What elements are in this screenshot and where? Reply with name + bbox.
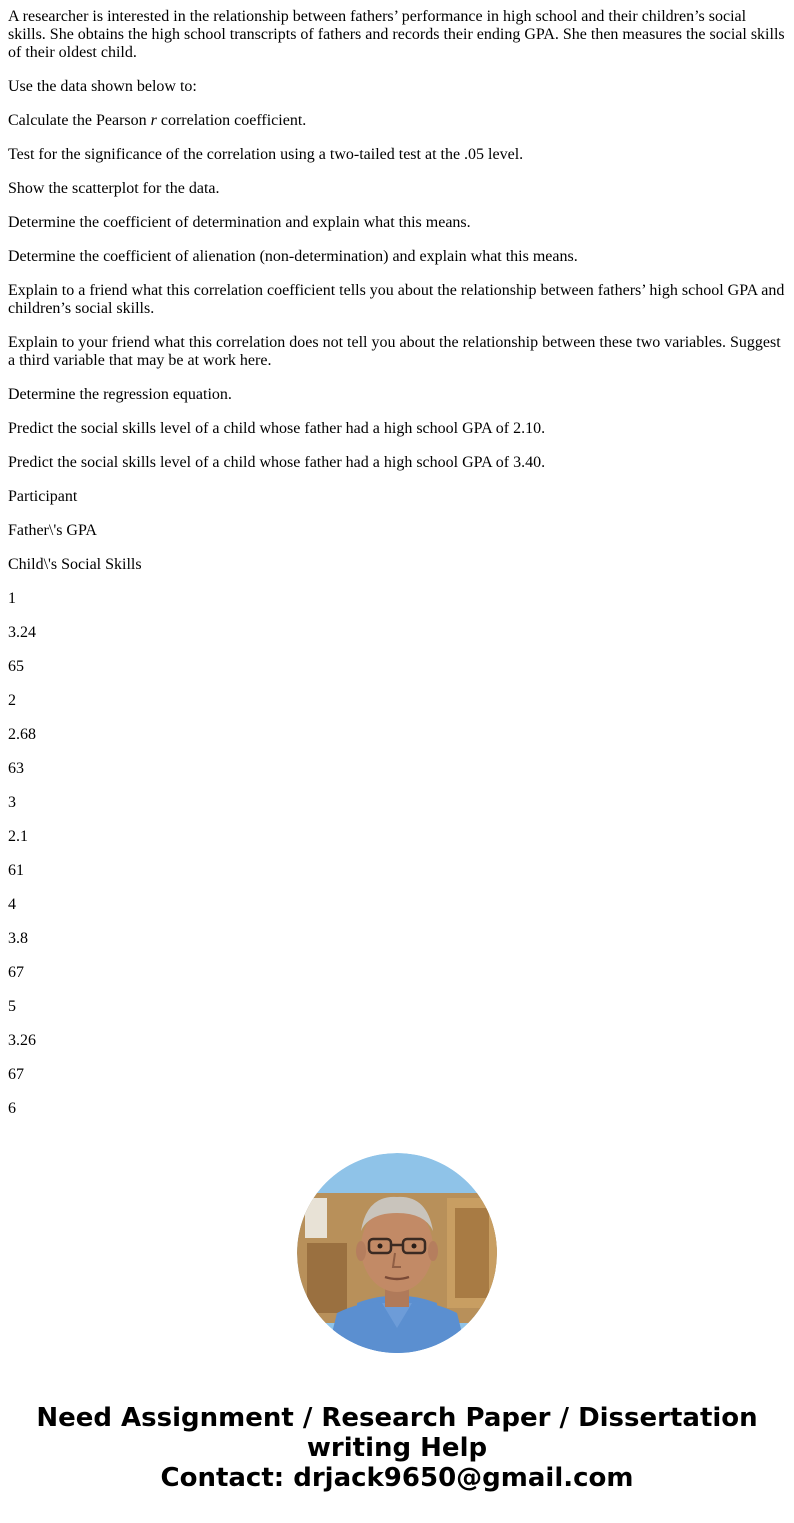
task-item: Predict the social skills level of a child whose father had a high school GPA of 3.40. [8, 454, 546, 471]
table-header-participant: Participant [8, 488, 78, 505]
task-pearson-var: r [150, 112, 157, 129]
task-pearson-before: Calculate the Pearson [8, 112, 151, 129]
task-item: Explain to your friend what this correlation does not tell you about the relationship between these two variables. Suggest a third variable that may be at work here. [8, 334, 781, 369]
table-header-father-gpa: Father\'s GPA [8, 522, 97, 539]
promo-line-2: writing Help [306, 1433, 488, 1463]
portrait-photo-icon [297, 1153, 497, 1353]
table-cell-gpa: 3.8 [8, 930, 28, 947]
task-item: Test for the significance of the correlation using a two-tailed test at the .05 level. [8, 146, 524, 163]
table-cell-participant: 1 [8, 590, 16, 607]
task-item: Show the scatterplot for the data. [8, 180, 220, 197]
table-cell-social-skills: 61 [8, 862, 24, 879]
task-item: Determine the regression equation. [8, 386, 232, 403]
table-header-child-social-skills: Child\'s Social Skills [8, 556, 142, 573]
task-item: Determine the coefficient of determination and explain what this means. [8, 214, 471, 231]
table-cell-gpa: 3.24 [8, 624, 36, 641]
table-cell-participant: 6 [8, 1100, 16, 1117]
table-cell-participant: 5 [8, 998, 16, 1015]
table-cell-gpa: 3.26 [8, 1032, 36, 1049]
task-item: Explain to a friend what this correlation coefficient tells you about the relationship between fathers’ high school GPA and children’s social skills. [8, 282, 785, 317]
task-item: Predict the social skills level of a child whose father had a high school GPA of 2.10. [8, 420, 546, 437]
table-cell-social-skills: 67 [8, 1066, 24, 1083]
table-cell-gpa: 2.1 [8, 828, 28, 845]
table-cell-gpa: 2.68 [8, 726, 36, 743]
table-cell-participant: 3 [8, 794, 16, 811]
promo-contact: Contact: drjack9650@gmail.com [160, 1463, 634, 1493]
task-item: Determine the coefficient of alienation (non-determination) and explain what this means. [8, 248, 578, 265]
table-cell-social-skills: 65 [8, 658, 24, 675]
table-cell-participant: 2 [8, 692, 16, 709]
table-cell-participant: 4 [8, 896, 16, 913]
avatar [297, 1153, 497, 1353]
table-cell-social-skills: 67 [8, 964, 24, 981]
task-pearson [8, 112, 786, 130]
promo-footer [0, 1403, 794, 1493]
table-cell-social-skills: 63 [8, 760, 24, 777]
intro-paragraph: A researcher is interested in the relationship between fathers’ performance in high school and their children’s social skills. She obtains the high school transcripts of fathers and records their ending GPA. She then measures the social skills of their oldest child. [8, 8, 785, 61]
use-data-paragraph: Use the data shown below to: [8, 78, 197, 95]
promo-line-1: Need Assignment / Research Paper / Dissertation [36, 1403, 758, 1433]
task-pearson-after: correlation coefficient. [156, 112, 307, 129]
